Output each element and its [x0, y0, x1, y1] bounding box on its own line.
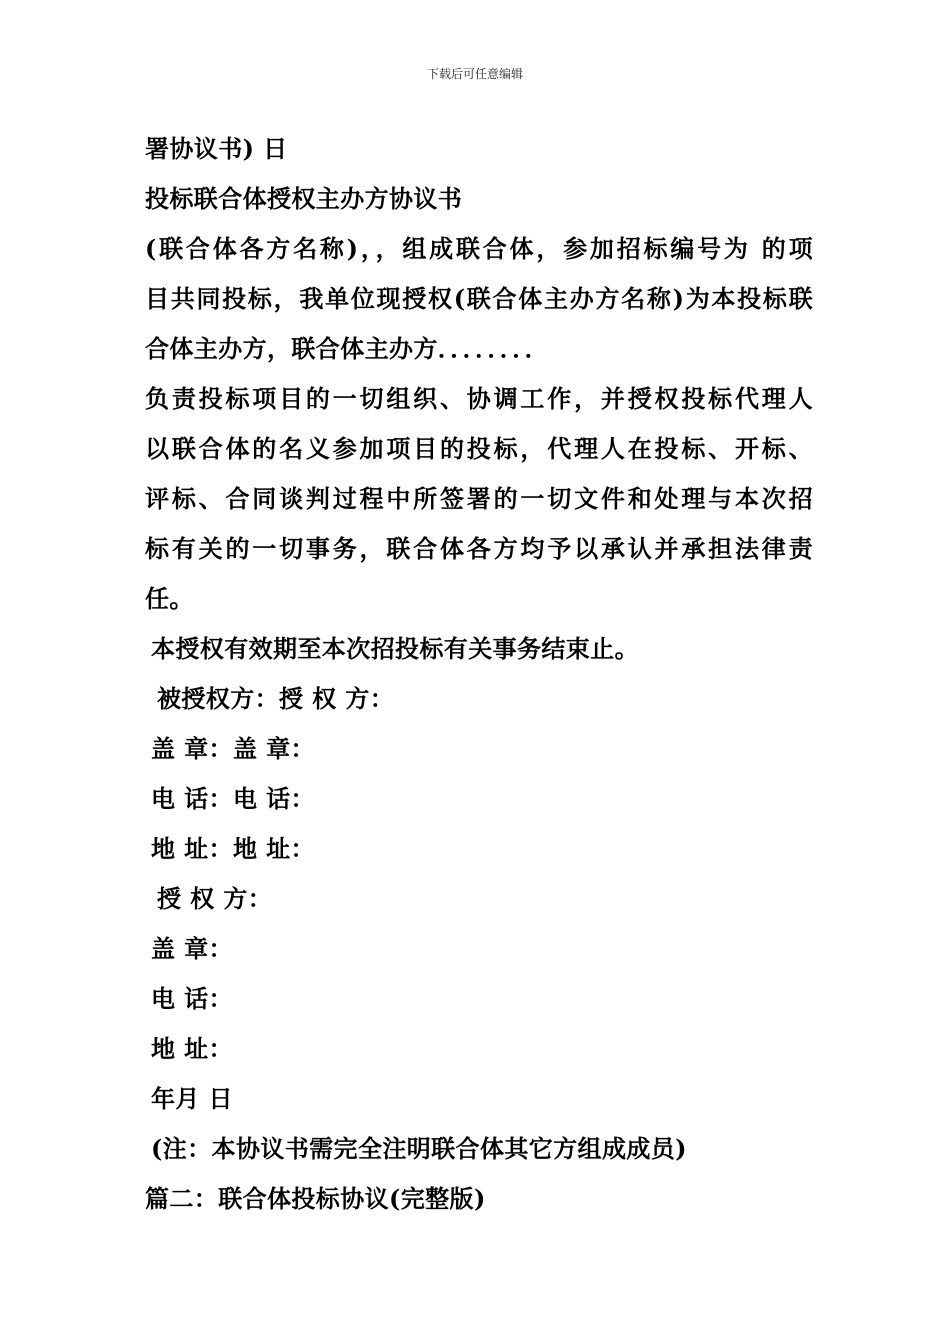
paragraph-line: 以联合体的名义参加项目的投标，代理人在投标、开标、 [145, 434, 813, 463]
phone-line: 电 话： [151, 984, 233, 1013]
page-header-note: 下载后可任意编辑 [426, 67, 523, 81]
document-body [145, 124, 813, 1224]
phone-line: 电 话：电 话： [151, 784, 315, 813]
validity-line: 本授权有效期至本次招投标有关事务结束止。 [151, 634, 639, 663]
note-line: (注：本协议书需完全注明联合体其它方组成成员) [151, 1134, 687, 1163]
paragraph-line: (联合体各方名称)，，组成联合体，参加招标编号为 的项 [145, 234, 813, 263]
address-line: 地 址：地 址： [151, 834, 315, 863]
text-line: 署协议书) 日 [145, 134, 288, 163]
paragraph-line: 目共同投标，我单位现授权(联合体主办方名称)为本投标联 [145, 284, 813, 313]
address-line: 地 址： [151, 1034, 233, 1063]
paragraph-line: 合体主办方，联合体主办方．．．．．．．． [145, 334, 549, 363]
party-label-line: 被授权方：授 权 方： [157, 684, 395, 713]
paragraph-line: 标有关的一切事务，联合体各方均予以承认并承担法律责 [145, 534, 813, 563]
paragraph-line: 任。 [145, 584, 194, 613]
section-heading: 篇二：联合体投标协议(完整版) [145, 1184, 486, 1213]
seal-line: 盖 章：盖 章： [151, 734, 315, 763]
document-title: 投标联合体授权主办方协议书 [145, 184, 463, 213]
seal-line: 盖 章： [151, 934, 233, 963]
paragraph-line: 负责投标项目的一切组织、协调工作，并授权投标代理人 [145, 384, 813, 413]
paragraph-line: 评标、合同谈判过程中所签署的一切文件和处理与本次招 [145, 484, 813, 513]
date-line: 年月 日 [151, 1084, 233, 1113]
party-label-line: 授 权 方： [157, 884, 273, 913]
